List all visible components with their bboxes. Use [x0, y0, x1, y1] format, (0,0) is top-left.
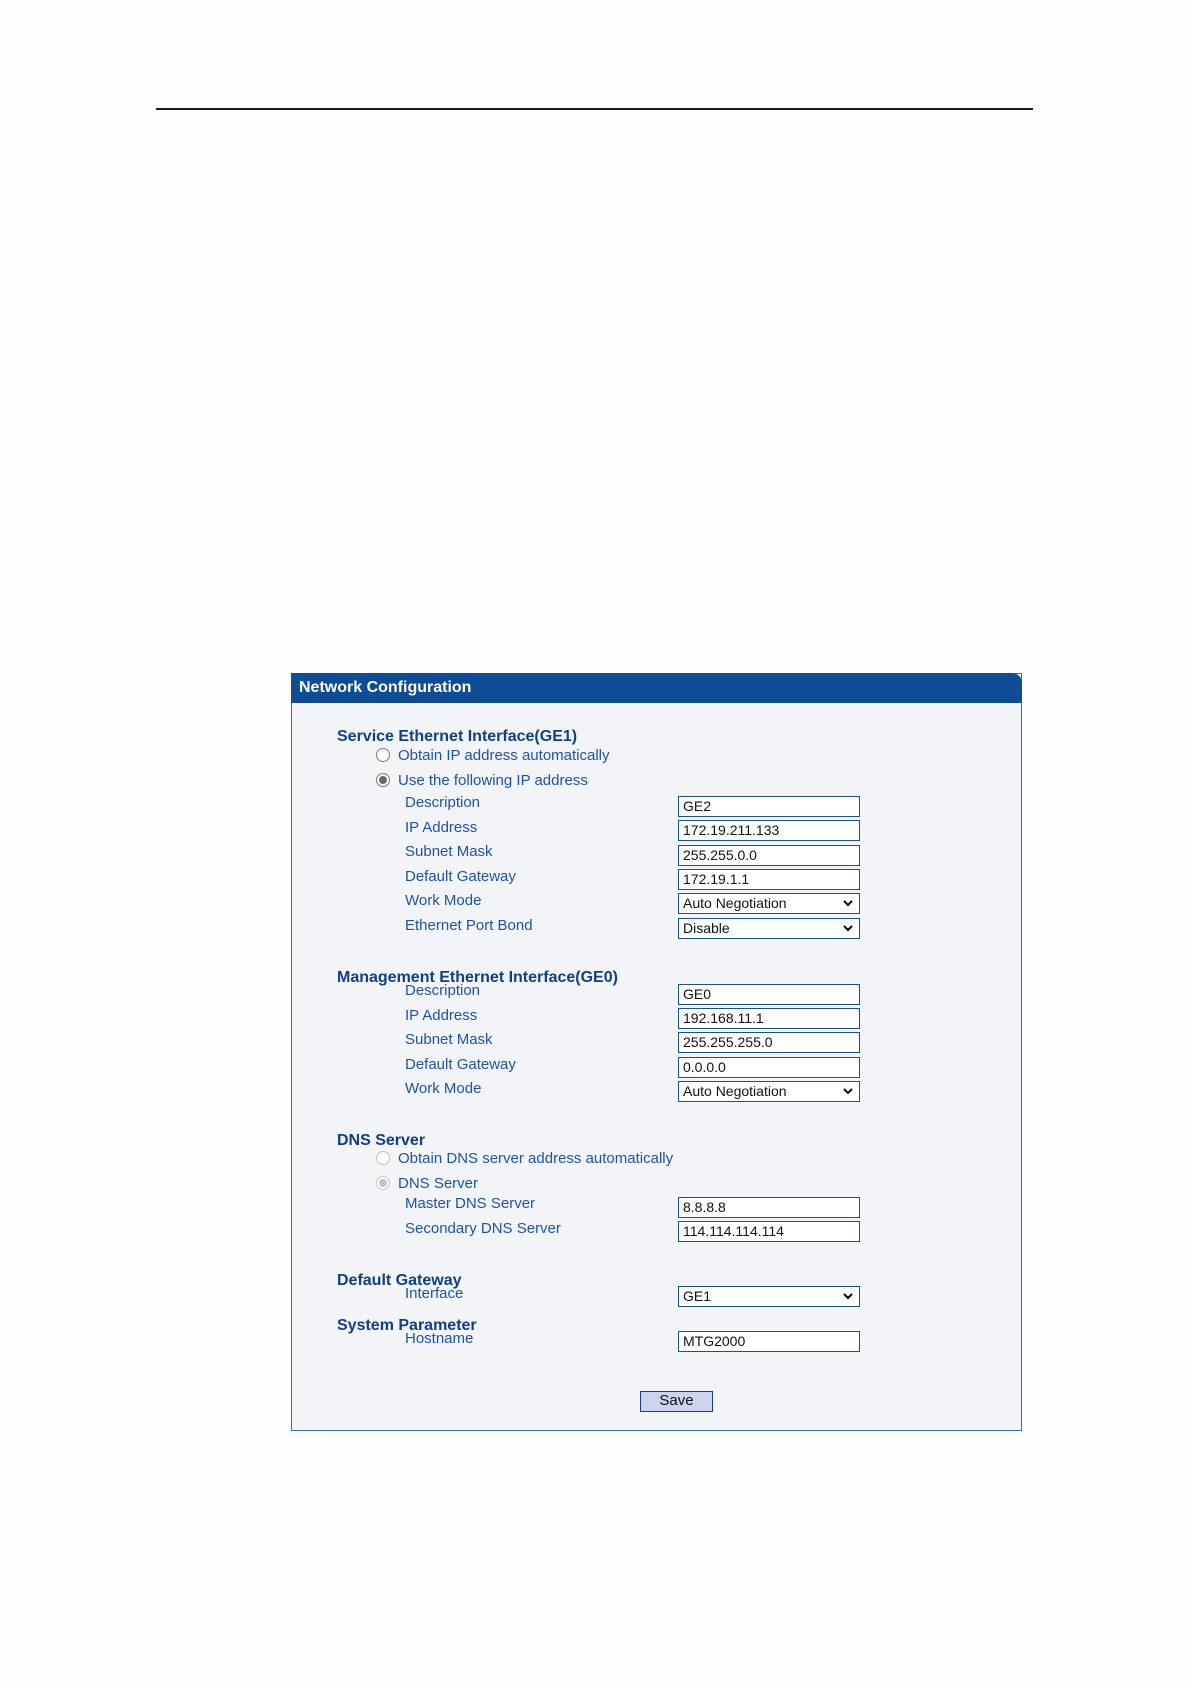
- ge1-port-bond-value: Disable: [683, 920, 730, 936]
- save-button[interactable]: Save: [640, 1391, 713, 1412]
- ge1-default-gateway-field[interactable]: 172.19.1.1: [678, 869, 860, 890]
- ge0-default-gateway-label: Default Gateway: [405, 1056, 516, 1073]
- chevron-down-icon: [842, 1085, 854, 1097]
- master-dns-field[interactable]: 8.8.8.8: [678, 1197, 860, 1218]
- ge0-ip-address-label: IP Address: [405, 1007, 478, 1024]
- secondary-dns-label: Secondary DNS Server: [405, 1220, 561, 1237]
- gateway-interface-select[interactable]: [678, 1286, 860, 1307]
- panel-title: Network Configuration: [291, 673, 1022, 703]
- hostname-label: Hostname: [405, 1330, 474, 1347]
- chevron-down-icon: [842, 897, 854, 909]
- radio-obtain-ip-auto[interactable]: [376, 745, 610, 765]
- chevron-down-icon: [842, 1290, 854, 1302]
- ge1-work-mode-value: Auto Negotiation: [683, 895, 787, 911]
- hostname-field[interactable]: MTG2000: [678, 1331, 860, 1352]
- section-heading-ge0: Management Ethernet Interface(GE0): [337, 969, 618, 986]
- gateway-interface-value: GE1: [683, 1288, 712, 1304]
- ge0-work-mode-select[interactable]: [678, 1081, 860, 1102]
- ge1-ip-address-field[interactable]: 172.19.211.133: [678, 820, 860, 841]
- radio-use-static-ip-label: Use the following IP address: [398, 771, 588, 789]
- radio-manual-dns[interactable]: [376, 1173, 478, 1193]
- ge0-description-field[interactable]: GE0: [678, 984, 860, 1005]
- ge1-subnet-mask-label: Subnet Mask: [405, 843, 493, 860]
- ge0-default-gateway-field[interactable]: 0.0.0.0: [678, 1057, 860, 1078]
- master-dns-label: Master DNS Server: [405, 1195, 536, 1212]
- ge1-description-label: Description: [405, 794, 481, 811]
- radio-disabled-icon[interactable]: [376, 1151, 390, 1165]
- chevron-down-icon: [842, 922, 854, 934]
- ge1-port-bond-select[interactable]: [678, 918, 860, 939]
- ge1-work-mode-select[interactable]: [678, 893, 860, 914]
- section-heading-ge1: Service Ethernet Interface(GE1): [337, 728, 578, 745]
- ge0-subnet-mask-field[interactable]: 255.255.255.0: [678, 1032, 860, 1053]
- ge1-work-mode-label: Work Mode: [405, 892, 482, 909]
- ge0-work-mode-label: Work Mode: [405, 1080, 482, 1097]
- network-configuration-panel: [291, 673, 1022, 1431]
- radio-unchecked-icon[interactable]: [376, 748, 390, 762]
- ge0-ip-address-field[interactable]: 192.168.11.1: [678, 1008, 860, 1029]
- secondary-dns-field[interactable]: 114.114.114.114: [678, 1221, 860, 1242]
- radio-disabled-checked-icon[interactable]: [376, 1176, 390, 1190]
- ge1-description-field[interactable]: GE2: [678, 796, 860, 817]
- gateway-interface-label: Interface: [405, 1285, 464, 1302]
- ge1-default-gateway-label: Default Gateway: [405, 868, 516, 885]
- radio-use-static-ip[interactable]: [376, 770, 588, 790]
- page-top-rule: [156, 108, 1033, 110]
- section-heading-dns: DNS Server: [337, 1132, 426, 1149]
- ge0-work-mode-value: Auto Negotiation: [683, 1083, 787, 1099]
- radio-manual-dns-label: DNS Server: [398, 1174, 479, 1192]
- radio-obtain-dns-auto[interactable]: [376, 1148, 673, 1168]
- radio-obtain-dns-auto-label: Obtain DNS server address automatically: [398, 1149, 674, 1167]
- ge1-ip-address-label: IP Address: [405, 819, 478, 836]
- radio-checked-icon[interactable]: [376, 773, 390, 787]
- ge0-description-label: Description: [405, 982, 481, 999]
- section-heading-default-gateway: Default Gateway: [337, 1272, 462, 1289]
- ge1-subnet-mask-field[interactable]: 255.255.0.0: [678, 845, 860, 866]
- radio-obtain-ip-auto-label: Obtain IP address automatically: [398, 746, 610, 764]
- ge0-subnet-mask-label: Subnet Mask: [405, 1031, 493, 1048]
- ge1-port-bond-label: Ethernet Port Bond: [405, 917, 533, 934]
- section-heading-system: System Parameter: [337, 1317, 477, 1334]
